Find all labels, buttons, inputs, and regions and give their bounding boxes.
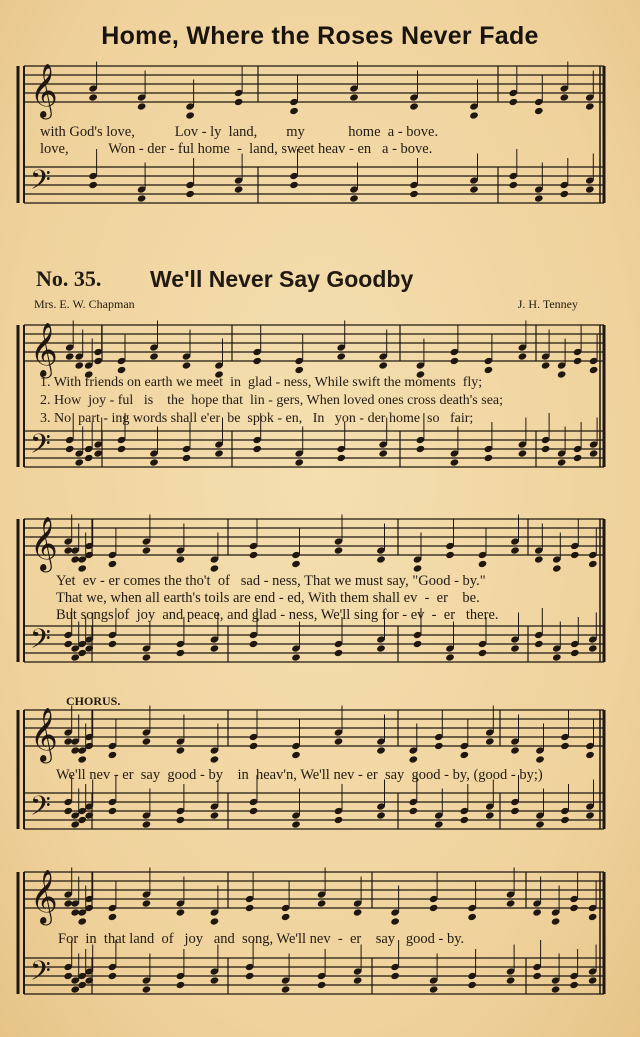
hymn1-lyric-line-2: love, Won - der - ful home - land, sweet heav - en a - bove. xyxy=(40,141,433,157)
verse-3-line-b: But songs of joy and peace, and glad - ness, We'll sing for - ev - er there. xyxy=(56,607,499,623)
words-credit: Mrs. E. W. Chapman xyxy=(34,297,135,311)
svg-text:𝄞: 𝄞 xyxy=(30,870,58,924)
svg-text:𝄞: 𝄞 xyxy=(30,64,58,118)
chorus-lyric-line-1: We'll nev - er say good - by in heav'n, We'll nev - er say good - by, (good - by;) xyxy=(56,767,543,783)
hymn1-lyric-line-1: with God's love, Lov - ly land, my home a - bove. xyxy=(40,124,439,140)
verse-3-line-a: 3. No part - ing words shall e'er be spok - en, In yon - der home so fair; xyxy=(40,411,474,426)
svg-text:𝄢: 𝄢 xyxy=(30,955,51,993)
verse-1-line-b: Yet ev - er comes the tho't of sad - ness, That we must say, "Good - by." xyxy=(56,573,486,589)
verse-1-line-a: 1. With friends on earth we meet in glad - ness, While swift the moments fly; xyxy=(40,375,483,390)
svg-text:𝄢: 𝄢 xyxy=(30,790,51,828)
svg-text:𝄢: 𝄢 xyxy=(30,428,51,466)
svg-text:𝄞: 𝄞 xyxy=(30,323,58,377)
svg-text:𝄞: 𝄞 xyxy=(30,517,58,571)
hymn-title-never-say-goodby: We'll Never Say Goodby xyxy=(150,266,414,292)
chorus-lyric-line-2: For in that land of joy and song, We'll nev - er say good - by. xyxy=(58,931,465,947)
svg-text:𝄢: 𝄢 xyxy=(30,164,51,202)
svg-text:𝄢: 𝄢 xyxy=(30,623,51,661)
hymn-number: No. 35. xyxy=(36,266,102,291)
hymn-title-home-where-roses: Home, Where the Roses Never Fade xyxy=(101,22,539,50)
music-credit: J. H. Tenney xyxy=(517,297,578,311)
chorus-label: CHORUS. xyxy=(66,694,121,708)
verse-2-line-a: 2. How joy - ful is the hope that lin - gers, When loved ones cross death's sea; xyxy=(40,393,504,408)
svg-text:𝄞: 𝄞 xyxy=(30,708,58,762)
verse-2-line-b: That we, when all earth's toils are end - ed, With them shall ev - er be. xyxy=(56,590,480,606)
